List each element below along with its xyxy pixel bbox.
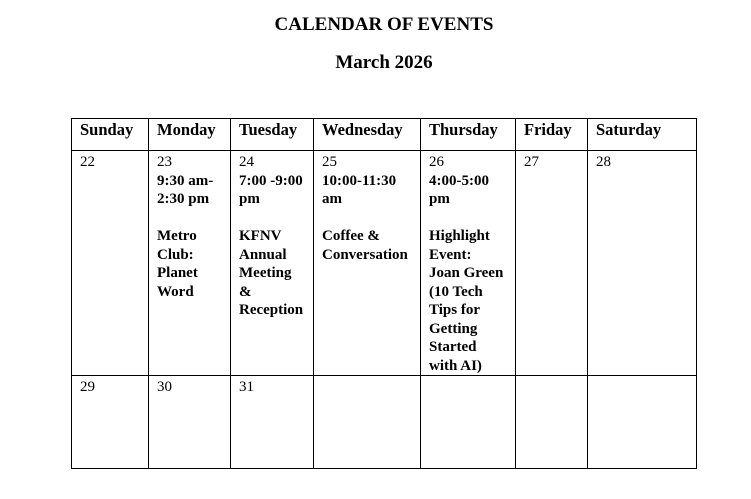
day-cell: [149, 151, 231, 376]
page-subtitle: March 2026: [335, 52, 433, 73]
day-cell-empty: [421, 376, 516, 469]
event-description: Metro Club: Planet Word: [157, 228, 198, 300]
day-cell: [231, 376, 314, 469]
day-cell-empty: [588, 376, 697, 469]
header-tuesday: Tuesday: [231, 119, 314, 151]
event-description: Highlight Event: Joan Green (10 Tech Tips for Getting Started with AI): [429, 228, 504, 374]
day-cell: [516, 151, 588, 376]
day-cell: [231, 151, 314, 376]
day-number: 28: [596, 154, 611, 170]
day-cell-empty: [314, 376, 421, 469]
day-number: 27: [524, 154, 539, 170]
calendar-table: [71, 118, 697, 469]
event-description: Coffee & Conversation: [322, 228, 408, 263]
day-number: 23: [157, 154, 172, 170]
event-time: 10:00-11:30 am: [322, 172, 397, 207]
header-saturday: Saturday: [588, 119, 697, 151]
day-cell: [314, 151, 421, 376]
event-time: 9:30 am- 2:30 pm: [157, 172, 214, 207]
day-number: 22: [80, 154, 95, 170]
day-number: 25: [322, 154, 337, 170]
day-number: 30: [157, 379, 172, 395]
header-wednesday: Wednesday: [314, 119, 421, 151]
event-time: 7:00 -9:00 pm: [239, 172, 303, 207]
day-number: 26: [429, 154, 444, 170]
page-title: CALENDAR OF EVENTS: [274, 14, 494, 35]
day-cell: [72, 376, 149, 469]
day-number: 29: [80, 379, 95, 395]
header-monday: Monday: [149, 119, 231, 151]
day-cell: [72, 151, 149, 376]
header-friday: Friday: [516, 119, 588, 151]
day-number: 24: [239, 154, 254, 170]
calendar-week-row: [72, 151, 697, 376]
calendar-header-row: [72, 119, 697, 151]
event-time: 4:00-5:00 pm: [429, 172, 489, 207]
event-description: KFNV Annual Meeting & Reception: [239, 228, 304, 318]
header-thursday: Thursday: [421, 119, 516, 151]
day-cell-empty: [516, 376, 588, 469]
calendar-week-row: [72, 376, 697, 469]
day-cell: [588, 151, 697, 376]
header-sunday: Sunday: [72, 119, 149, 151]
day-cell: [149, 376, 231, 469]
day-number: 31: [239, 379, 254, 395]
day-cell: [421, 151, 516, 376]
